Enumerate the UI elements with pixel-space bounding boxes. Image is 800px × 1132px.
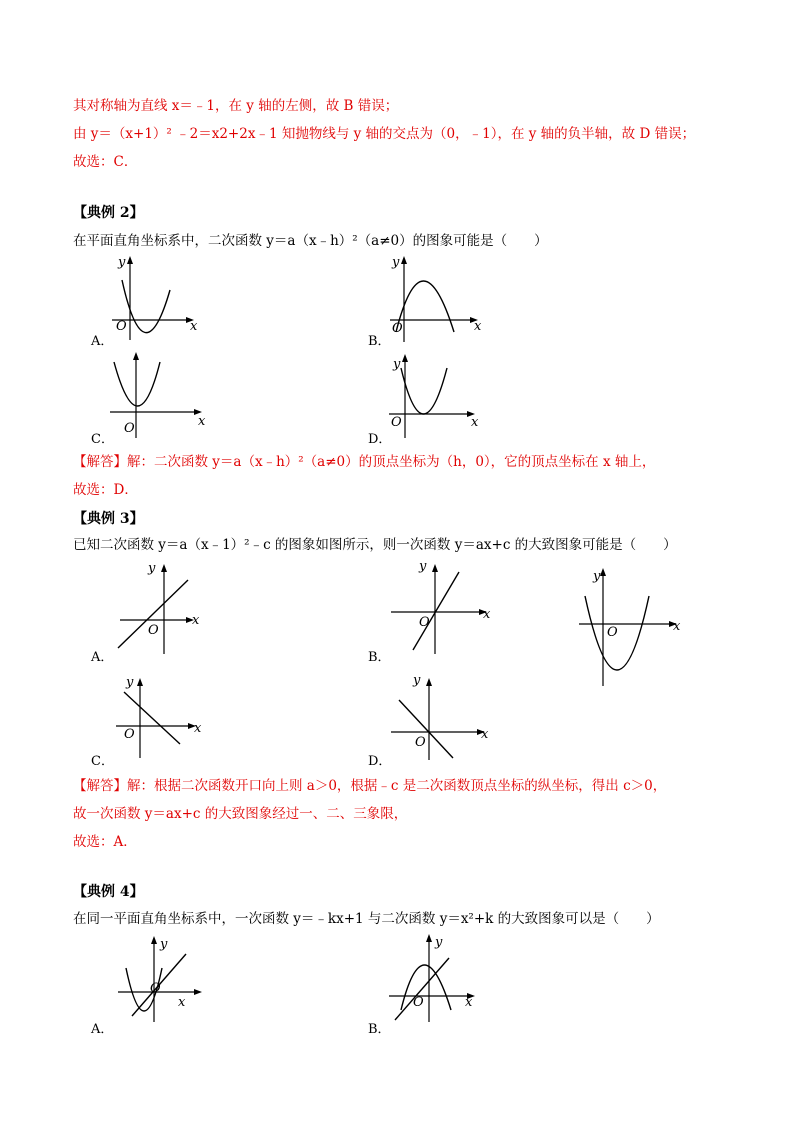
x-axis-label: x bbox=[198, 414, 206, 429]
origin-label: O bbox=[607, 625, 618, 640]
example-3-heading: 【典例 3】 bbox=[73, 511, 144, 527]
example-3-question: 已知二次函数 y＝a（x﹣1）²﹣c 的图象如图所示，则一次函数 y＝ax+c 的大致图象可能是（ ） bbox=[73, 537, 677, 553]
ex3-graph-a bbox=[108, 558, 218, 658]
origin-label: O bbox=[150, 981, 161, 996]
y-axis-label: y bbox=[413, 673, 421, 688]
ex3-answer-line-3: 故选：A． bbox=[73, 834, 137, 850]
ex2-option-d[interactable]: D． bbox=[368, 432, 392, 447]
y-axis-label: y bbox=[126, 675, 134, 690]
x-axis-label: x bbox=[483, 607, 491, 622]
ex3-answer-line-1: 【解答】解：根据二次函数开口向上则 a＞0，根据﹣c 是二次函数顶点坐标的纵坐标，得出 c＞0， bbox=[73, 778, 667, 794]
ex2-graph-a bbox=[100, 250, 210, 345]
origin-label: O bbox=[124, 727, 135, 742]
x-axis-label: x bbox=[194, 721, 202, 736]
origin-label: O bbox=[413, 995, 424, 1010]
ex3-option-b[interactable]: B． bbox=[368, 650, 391, 665]
x-axis-label: x bbox=[481, 727, 489, 742]
x-axis-label: x bbox=[192, 613, 200, 628]
ex2-answer-line-2: 故选：D． bbox=[73, 482, 138, 498]
ex2-graph-d bbox=[383, 350, 498, 445]
origin-label: O bbox=[116, 319, 127, 334]
example-4-heading: 【典例 4】 bbox=[73, 884, 144, 900]
ex4-graph-b bbox=[385, 930, 495, 1025]
example-2-heading: 【典例 2】 bbox=[73, 205, 144, 221]
ex3-graph-b bbox=[385, 558, 495, 658]
origin-label: O bbox=[415, 735, 426, 750]
ex2-option-a[interactable]: A． bbox=[91, 334, 114, 349]
example-2-question: 在平面直角坐标系中，二次函数 y＝a（x﹣h）²（a≠0）的图象可能是（ ） bbox=[73, 233, 548, 249]
y-axis-label: y bbox=[435, 935, 443, 950]
ex3-given-parabola bbox=[575, 560, 690, 690]
ex3-graph-c bbox=[108, 672, 218, 762]
x-axis-label: x bbox=[673, 619, 681, 634]
ex2-answer-line-1: 【解答】解：二次函数 y＝a（x﹣h）²（a≠0）的顶点坐标为（h，0），它的顶点坐标在 x 轴上， bbox=[73, 454, 656, 470]
ex3-option-d[interactable]: D． bbox=[368, 754, 392, 769]
solution-line-2: 由 y＝（x+1）² ﹣2＝x2+2x﹣1 知抛物线与 y 轴的交点为（0，﹣1），在 y 轴的负半轴，故 D 错误； bbox=[73, 126, 696, 142]
solution-line-3: 故选：C． bbox=[73, 154, 138, 170]
ex2-option-c[interactable]: C． bbox=[91, 432, 114, 447]
x-axis-label: x bbox=[471, 415, 479, 430]
origin-label: O bbox=[148, 623, 159, 638]
y-axis-label: y bbox=[392, 255, 400, 270]
ex4-graph-a bbox=[112, 930, 222, 1025]
origin-label: O bbox=[391, 415, 402, 430]
y-axis-label: y bbox=[419, 559, 427, 574]
ex3-option-a[interactable]: A． bbox=[91, 650, 114, 665]
y-axis-label: y bbox=[118, 255, 126, 270]
x-axis-label: x bbox=[474, 319, 482, 334]
ex2-option-b[interactable]: B． bbox=[368, 334, 391, 349]
y-axis-label: y bbox=[393, 357, 401, 372]
ex2-graph-b bbox=[382, 250, 492, 345]
x-axis-label: x bbox=[178, 995, 186, 1010]
y-axis-label: y bbox=[148, 561, 156, 576]
ex4-option-a[interactable]: A． bbox=[91, 1022, 114, 1037]
y-axis-label: y bbox=[593, 569, 601, 584]
x-axis-label: x bbox=[190, 319, 198, 334]
ex3-graph-d bbox=[385, 670, 495, 765]
y-axis-label: y bbox=[160, 937, 168, 952]
ex3-option-c[interactable]: C． bbox=[91, 754, 114, 769]
x-axis-label: x bbox=[465, 995, 473, 1010]
origin-label: O bbox=[419, 615, 430, 630]
origin-label: O bbox=[392, 321, 403, 336]
origin-label: O bbox=[124, 421, 135, 436]
example-4-question: 在同一平面直角坐标系中，一次函数 y＝﹣kx+1 与二次函数 y＝x²+k 的大致图象可以是（ ） bbox=[73, 911, 660, 927]
ex3-answer-line-2: 故一次函数 y＝ax+c 的大致图象经过一、二、三象限， bbox=[73, 806, 408, 822]
solution-line-1: 其对称轴为直线 x＝﹣1，在 y 轴的左侧，故 B 错误； bbox=[73, 98, 399, 114]
ex2-graph-c bbox=[100, 350, 215, 445]
ex4-option-b[interactable]: B． bbox=[368, 1022, 391, 1037]
